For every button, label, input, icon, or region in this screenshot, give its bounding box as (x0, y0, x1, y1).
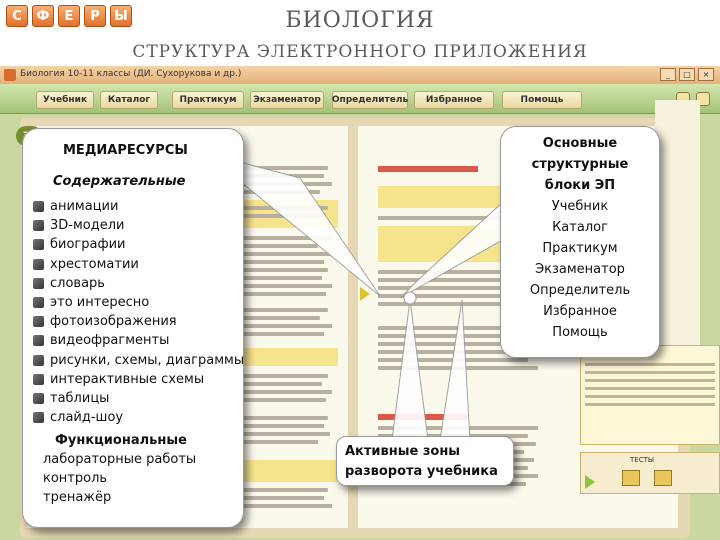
list-item: Практикум (542, 241, 618, 256)
slide-subtitle: СТРУКТУРА ЭЛЕКТРОННОГО ПРИЛОЖЕНИЯ (132, 42, 588, 62)
zones-line: Активные зоны (345, 444, 461, 459)
page-turn-arrow-icon[interactable] (360, 287, 370, 301)
bullet-icon (33, 259, 44, 270)
trainer-icon[interactable] (622, 470, 640, 486)
list-item: анимации (33, 197, 243, 216)
active-zones-callout (336, 436, 514, 486)
list-item: слайд-шоу (33, 408, 243, 427)
list-item: рисунки, схемы, диаграммы (33, 351, 243, 370)
list-item: это интересно (33, 293, 243, 312)
next-page-arrow-icon[interactable] (585, 475, 595, 489)
bullet-icon (33, 297, 44, 308)
list-item: Избранное (543, 304, 617, 319)
list-item: словарь (33, 274, 243, 293)
close-button[interactable]: × (698, 68, 714, 81)
list-item: тренажёр (43, 490, 112, 506)
list-item: Определитель (529, 283, 631, 298)
window-controls (660, 68, 714, 81)
bullet-icon (33, 412, 44, 423)
media-resources-callout (22, 128, 244, 528)
functional-resources-heading: Функциональные (55, 433, 187, 449)
list-item: интерактивные схемы (33, 370, 243, 389)
bullet-icon (33, 335, 44, 346)
logo-letter: Ф (32, 5, 54, 27)
menu-identifier[interactable]: Определитель (332, 91, 408, 109)
logo-letter: С (6, 5, 28, 27)
structural-blocks-callout (500, 126, 660, 358)
blocks-heading-line: блоки ЭП (544, 178, 616, 193)
list-item: Экзаменатор (535, 262, 625, 277)
logo-letter: Ы (110, 5, 132, 27)
maximize-button[interactable]: □ (679, 68, 695, 81)
list-item: таблицы (33, 389, 243, 408)
list-item: биографии (33, 235, 243, 254)
tests-label: ТЕСТЫ (630, 456, 655, 464)
media-heading: МЕДИАРЕСУРСЫ (63, 143, 188, 158)
control-icon[interactable] (654, 470, 672, 486)
logo-letter: Е (58, 5, 80, 27)
zones-line: разворота учебника (345, 464, 498, 479)
main-menu (0, 84, 720, 114)
list-item: видеофрагменты (33, 331, 243, 350)
list-item: фотоизображения (33, 312, 243, 331)
window-titlebar (0, 66, 720, 84)
list-item: лабораторные работы (43, 452, 197, 468)
content-resources-heading: Содержательные (53, 174, 186, 189)
bullet-icon (33, 220, 44, 231)
minimize-button[interactable]: _ (660, 68, 676, 81)
blocks-heading-line: Основные (542, 136, 618, 151)
logo-letter: Р (84, 5, 106, 27)
list-item: контроль (43, 471, 108, 487)
bullet-icon (33, 278, 44, 289)
menu-examiner[interactable]: Экзаменатор (250, 91, 324, 109)
list-item: Каталог (552, 220, 608, 235)
bullet-icon (33, 201, 44, 212)
bullet-icon (33, 393, 44, 404)
window-title: Биология 10-11 классы (ДИ. Сухорукова и др.) (20, 69, 242, 79)
menu-help[interactable]: Помощь (502, 91, 582, 109)
menu-textbook[interactable]: Учебник (36, 91, 94, 109)
blocks-heading-line: структурные (531, 157, 629, 172)
slide-title: БИОЛОГИЯ (285, 8, 435, 33)
questions-box (580, 345, 720, 445)
bullet-icon (33, 374, 44, 385)
list-item: Помощь (552, 325, 608, 340)
bullet-icon (33, 355, 44, 366)
menu-catalog[interactable]: Каталог (100, 91, 158, 109)
bullet-icon (33, 239, 44, 250)
menu-favorites[interactable]: Избранное (414, 91, 494, 109)
bullet-icon (33, 316, 44, 327)
menu-practicum[interactable]: Практикум (172, 91, 244, 109)
list-item: Учебник (551, 199, 609, 214)
list-item: 3D-модели (33, 216, 243, 235)
app-icon (4, 69, 16, 81)
list-item: хрестоматии (33, 255, 243, 274)
